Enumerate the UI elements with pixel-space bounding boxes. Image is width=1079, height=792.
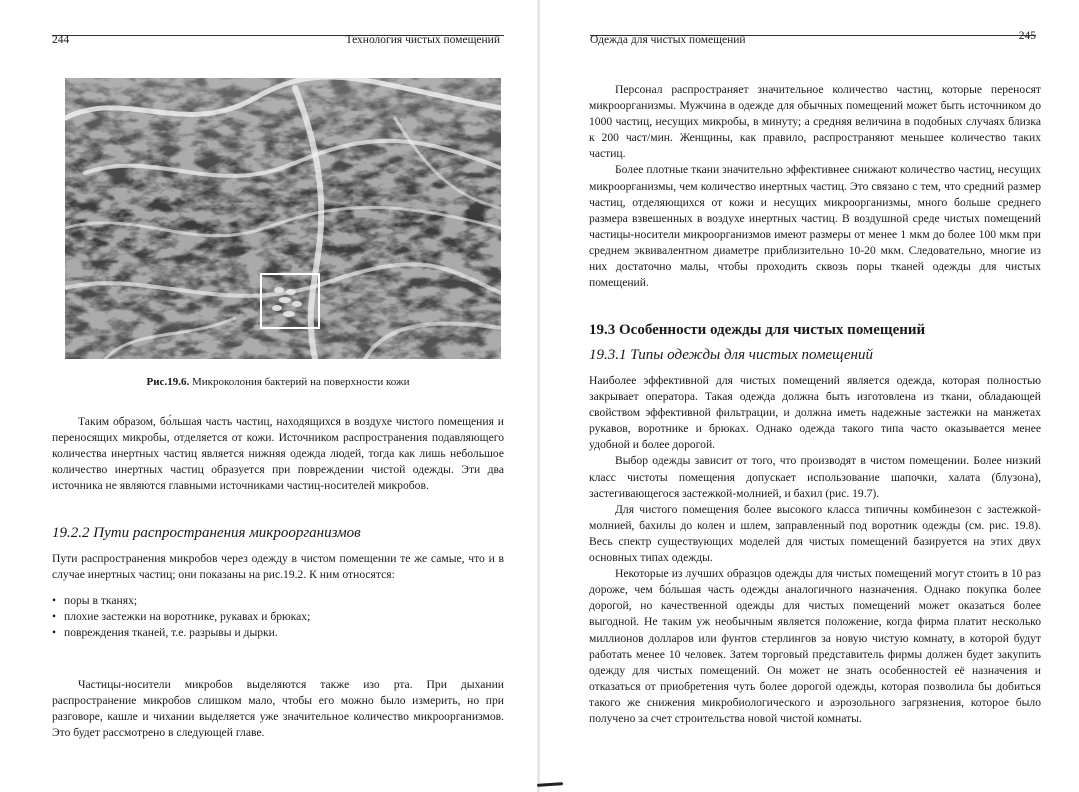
left-running-title: Технология чистых помещений	[345, 34, 500, 46]
left-body-block	[52, 551, 504, 641]
left-bullet-list	[52, 593, 504, 641]
left-page	[0, 0, 538, 792]
left-paragraph-2: Пути распространения микробов через одежду в чистом помещении те же самые, что и в случае инертных частиц; они показаны на рис.19.2. К ним относятся:	[52, 552, 504, 582]
figure-caption-label: Рис.19.6.	[146, 376, 190, 388]
right-page	[540, 0, 1079, 792]
list-item: • повреждения тканей, т.е. разрывы и дырки.	[52, 625, 504, 641]
right-intro-block	[589, 82, 1041, 291]
left-paragraph-3: Частицы-носители микробов выделяются также изо рта. При дыхании распространение микробов слишком мало, чтобы его можно было измерить, но при разговоре, кашле и чихании выделяется уже значительное количество микроорганизмов. Это будет рассмотрено в следующей главе.	[52, 678, 504, 740]
right-running-head	[590, 30, 1036, 46]
right-paragraph-5: Для чистого помещения более высокого класса типичны комбинезон с застежкой-молнией, бахилы до колен и шлем, заправленный под воротник одежды (см. рис. 19.8). Весь спектр существующих моделей для чистых помещений базируется на этих двух основных типах одежды.	[589, 502, 1041, 565]
left-paragraph-3-block	[52, 677, 504, 741]
figure-caption	[52, 375, 504, 389]
right-body-block	[589, 373, 1041, 727]
right-page-number: 245	[1018, 30, 1036, 42]
section-title: 19.3 Особенности одежды для чистых помещений	[589, 322, 926, 338]
skin-micrograph-figure	[65, 78, 501, 359]
right-paragraph-1: Персонал распространяет значительное количество частиц, которые переносят микроорганизмы. Мужчина в одежде для обычных помещений может быть источником до 1000 частиц, несущих микробы, в минуту; а средняя величина в подобных случаях близка к 200 част/мин. Женщины, как правило, распространяют меньшее количество таких частиц.	[589, 83, 1041, 161]
right-paragraph-4: Выбор одежды зависит от того, что производят в чистом помещении. Более низкий класс чистоты помещения допускает использование шапочки, халата (блузона), застегивающегося застежкой-молнией, и бахил (рис. 19.7).	[589, 454, 1041, 500]
list-item: • поры в тканях;	[52, 593, 504, 609]
right-paragraph-3: Наиболее эффективной для чистых помещений является одежда, которая полностью закрывает оператора. Такая одежда должна быть изготовлена из ткани, обладающей свойством эффективной фильтрации, и должна иметь надежные застежки на манжетах рукавов, воротнике и брюках. Однако одежда такого типа часто оказывается менее удобной и более дорогой.	[589, 374, 1041, 452]
left-paragraph-1: Таким образом, бо́льшая часть частиц, находящихся в воздухе чистого помещения и переносящих микробы, отделяется от кожи. Источником распространения подавляющего количества инертных частиц является нижняя одежда людей, тогда как лишь небольшое количество инертных частиц образуется при повреждении чистой одежды. Эти два источника не являются главными источниками частиц-носителей микробов.	[52, 415, 504, 493]
left-page-number: 244	[52, 34, 70, 46]
left-paragraph-1-block	[52, 414, 504, 494]
left-running-head	[52, 33, 504, 46]
micrograph-image	[65, 78, 501, 359]
right-paragraph-2: Более плотные ткани значительно эффективнее снижают количество частиц, несущих микроорганизмы, чем количество инертных частиц. Это связано с тем, что средний размер частиц, отделяющихся от кожи и несущих микроорганизмы, много больше среднего размера взвешенных в воздухе инертных частиц. В воздушной среде чистых помещений частицы-носители микроорганизмов имеют размеры от менее 1 мкм до более 100 мкм при среднем эквивалентном диаметре приблизительно 10-20 мкм. Следовательно, многие из них достаточно малы, чтобы проходить сквозь поры тканей одежды для чистых помещений.	[589, 163, 1041, 290]
right-subsection-title: 19.3.1 Типы одежды для чистых помещений	[589, 347, 873, 363]
figure-caption-text: Микроколония бактерий на поверхности кожи	[191, 376, 410, 388]
list-item: • плохие застежки на воротнике, рукавах и брюках;	[52, 609, 504, 625]
right-paragraph-6: Некоторые из лучших образцов одежды для чистых помещений могут стоить в 10 раз дороже, чем бо́льшая часть одежды аналогичного назначения. Однако покупка более дорогой, но качественной одежды для чистых помещений может оказаться более выгодной. Не таким уж необычным является положение, когда фирма платит несколько миллионов долларов или фунтов стерлингов за новую чистую комнату, в которой будут работать менее 10 человек. Затем торговый представитель фирмы должен будет закупить одежду для чистых помещений. Он может не знать особенностей её назначения и отказаться от приобретения чуть более дорогой одежды, которая позволила бы добиться такого же снижения микробиологического и аэрозольного загрязнения, которое было получено за счет строительства новой чистой комнаты.	[589, 567, 1041, 725]
right-running-title: Одежда для чистых помещений	[590, 34, 746, 46]
left-subsection-title: 19.2.2 Пути распространения микроорганизмов	[52, 525, 361, 541]
